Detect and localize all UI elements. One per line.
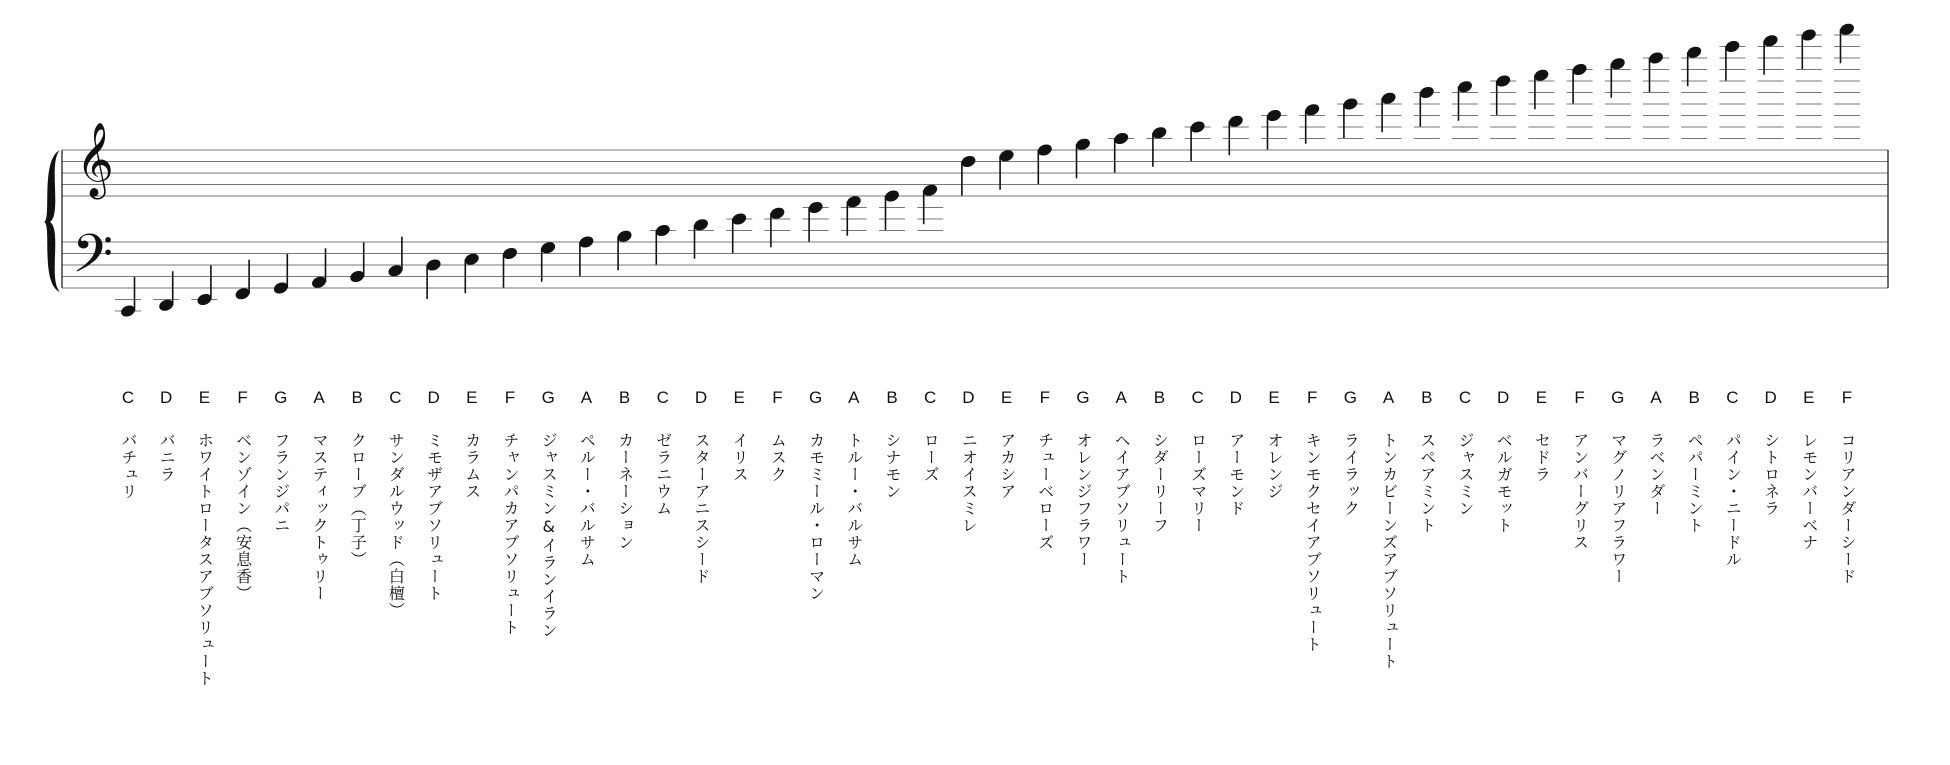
note-letter: F	[1306, 388, 1318, 407]
scent-name: ローズマリー	[1188, 432, 1208, 534]
note-label	[189, 388, 219, 687]
note-label	[342, 388, 372, 568]
note-label	[571, 388, 601, 568]
note-label	[724, 388, 754, 483]
note-label	[839, 388, 869, 568]
note-label	[1335, 388, 1365, 517]
note-label	[228, 388, 258, 602]
note-letter: F	[1039, 388, 1050, 407]
note-label	[1183, 388, 1213, 534]
note-letter: C	[1726, 388, 1739, 407]
scent-name: バチュリ	[119, 432, 138, 500]
scent-name: セドラ	[1532, 432, 1552, 483]
scent-name: イリス	[730, 432, 750, 483]
scent-name: キンモクセイアブソリュート	[1303, 432, 1323, 653]
note-letter: F	[504, 388, 516, 407]
scent-name: チャンパカアブソリュート	[501, 432, 520, 636]
note-label	[1106, 388, 1136, 585]
scent-name: カモミール・ローマン	[806, 432, 826, 602]
note-letter: A	[580, 388, 593, 407]
note-letter: B	[1153, 388, 1166, 407]
note-letter: A	[1115, 388, 1127, 407]
scent-name: ベンゾイン（安息香）	[233, 432, 253, 602]
note-label	[304, 388, 334, 602]
note-label	[495, 388, 525, 636]
note-letter: B	[618, 388, 631, 407]
note-label	[1450, 388, 1480, 517]
note-label	[1756, 388, 1786, 517]
note-label	[151, 388, 181, 483]
note-letter: C	[656, 388, 669, 407]
scent-name: レモンバーベナ	[1799, 432, 1819, 551]
note-letter: G	[274, 388, 288, 407]
scent-name: ラベンダー	[1647, 432, 1666, 517]
scent-name: ニオイスミレ	[959, 432, 979, 534]
note-letter: E	[198, 388, 211, 407]
note-letter: D	[1229, 388, 1242, 407]
treble-clef-icon: 𝄞	[76, 123, 114, 197]
scent-name: バニラ	[157, 432, 177, 483]
scent-name: アーモンド	[1226, 432, 1246, 517]
scent-name: オレンジ	[1265, 432, 1284, 500]
note-letter: F	[1841, 388, 1853, 407]
scent-name: マスティックトゥリー	[310, 432, 329, 602]
note-letter: E	[1803, 388, 1815, 407]
note-label	[1221, 388, 1251, 517]
scent-name: カーネーション	[615, 432, 635, 551]
note-label	[762, 388, 792, 483]
note-letter: F	[772, 388, 783, 407]
scent-name: コリアンダーシード	[1838, 432, 1857, 585]
note-label	[1144, 388, 1174, 534]
note-letter: B	[351, 388, 363, 407]
note-label	[1259, 388, 1289, 500]
note-label	[1832, 388, 1862, 585]
note-letter: E	[466, 388, 478, 407]
note-label	[877, 388, 907, 500]
note-letter: C	[1191, 388, 1204, 407]
scent-name: ミモザアブソリュート	[424, 432, 444, 602]
note-letter: G	[808, 388, 823, 407]
note-label	[648, 388, 678, 517]
note-letter: D	[160, 388, 173, 407]
note-letter: C	[389, 388, 402, 407]
scent-name: トンカビーンズアブソリュート	[1379, 432, 1399, 670]
note-label	[1641, 388, 1671, 517]
note-label	[1374, 388, 1404, 670]
scent-name: サンダルウッド（白檀）	[386, 432, 406, 619]
note-label	[419, 388, 449, 602]
scent-name: ゼラニウム	[653, 432, 673, 517]
note-label	[1717, 388, 1747, 568]
note-letter: D	[962, 388, 975, 407]
scent-name: ペパーミント	[1685, 432, 1705, 534]
scent-name: ベルガモット	[1494, 432, 1514, 534]
note-letter: F	[237, 388, 248, 407]
note-letter: B	[886, 388, 898, 407]
note-letter: D	[1497, 388, 1510, 407]
scent-name: スターアニスシード	[692, 432, 711, 585]
note-letter: A	[848, 388, 860, 407]
scent-name: チューベローズ	[1035, 432, 1055, 551]
note-label	[113, 388, 143, 500]
note-letter: E	[733, 388, 745, 407]
note-letter: B	[1688, 388, 1700, 407]
note-letter: A	[313, 388, 325, 407]
scent-name: シナモン	[883, 432, 902, 500]
note-letter: C	[1458, 388, 1472, 407]
note-label	[915, 388, 945, 483]
note-label	[1565, 388, 1595, 551]
scent-name: フランジパニ	[271, 432, 291, 534]
note-letter: E	[1535, 388, 1548, 407]
note-letter: D	[427, 388, 440, 407]
scent-name: ヘイアブソリュート	[1112, 432, 1132, 585]
scent-name: アンバーグリス	[1570, 432, 1590, 551]
note-letter: E	[1268, 388, 1280, 407]
note-label	[266, 388, 296, 534]
note-label	[1526, 388, 1556, 483]
bass-clef-icon: 𝄢	[72, 224, 114, 298]
note-letter: G	[1343, 388, 1357, 407]
note-letter: A	[1650, 388, 1662, 407]
scent-name: ジャスミン&イランイラン	[539, 432, 559, 639]
note-letter: A	[1382, 388, 1395, 407]
note-label	[801, 388, 831, 602]
note-label	[1412, 388, 1442, 534]
scent-name: オレンジフラワー	[1074, 432, 1093, 568]
note-label	[686, 388, 716, 585]
note-label	[1603, 388, 1633, 585]
scent-name: ジャスミン	[1456, 432, 1475, 517]
note-letter: F	[1574, 388, 1585, 407]
note-label	[610, 388, 640, 551]
scent-name: シトロネラ	[1761, 432, 1781, 517]
scent-name: ムスク	[768, 432, 788, 483]
note-letter: G	[1076, 388, 1090, 407]
scent-name: クローブ（丁子）	[348, 432, 368, 568]
note-label	[1794, 388, 1824, 551]
note-label	[533, 388, 563, 639]
note-label	[1679, 388, 1709, 534]
scent-name: パイン・ニードル	[1723, 432, 1743, 568]
note-label	[992, 388, 1022, 500]
note-letter: B	[1421, 388, 1433, 407]
scent-name: ホワイトロータスアブソリュート	[195, 432, 215, 687]
scent-name: シダーリーフ	[1150, 432, 1170, 534]
note-label	[1488, 388, 1518, 534]
note-letter: G	[1611, 388, 1625, 407]
scent-name: ライラック	[1341, 432, 1361, 517]
scent-name: アカシア	[997, 432, 1017, 500]
note-letter: E	[1000, 388, 1013, 407]
scent-name: スペアミント	[1417, 432, 1437, 534]
scent-name: マグノリアフラワー	[1608, 432, 1628, 585]
note-letter: C	[924, 388, 937, 407]
note-letter: D	[694, 388, 708, 407]
note-label	[1297, 388, 1327, 653]
scent-name: ローズ	[921, 432, 941, 483]
note-letter: G	[541, 388, 555, 407]
scent-name: ペルー・バルサム	[577, 432, 597, 568]
note-label	[457, 388, 487, 500]
scent-name: カラムス	[462, 432, 482, 500]
note-letter: D	[1764, 388, 1777, 407]
note-label	[953, 388, 983, 534]
note-label	[1030, 388, 1060, 551]
note-label	[380, 388, 410, 619]
scent-name: トルー・バルサム	[844, 432, 864, 568]
note-label	[1068, 388, 1098, 568]
note-letter: C	[121, 388, 135, 407]
